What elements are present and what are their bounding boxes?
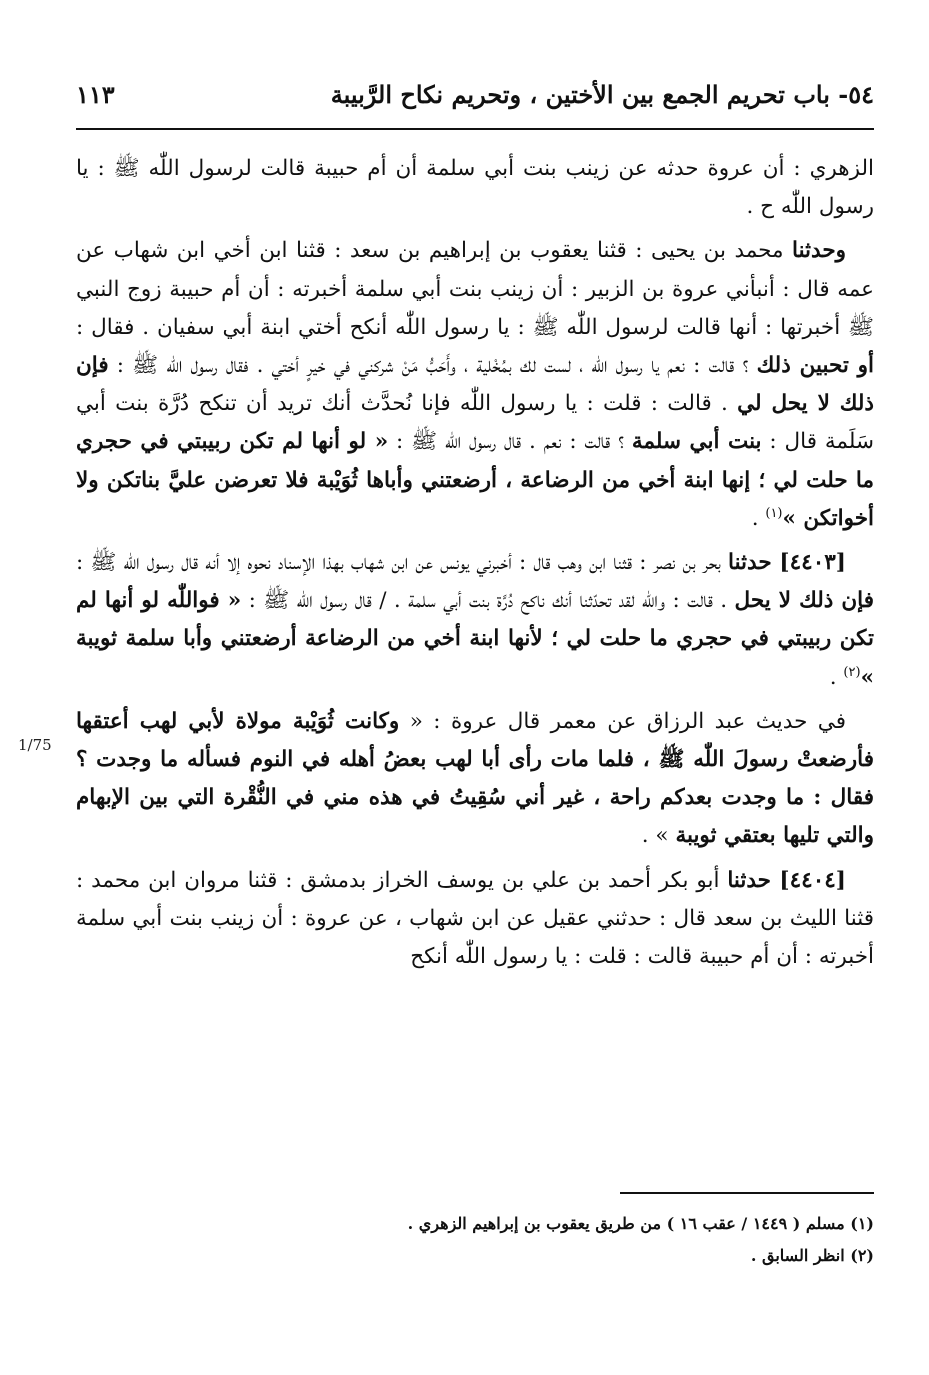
paragraph-hadith-4403 xyxy=(76,544,874,697)
bold-text-run: وحدثنا xyxy=(792,238,846,264)
bold-text-run: [٤٤٠٤] حدثنا xyxy=(727,867,846,893)
text-run: . xyxy=(829,664,844,690)
footnote-divider xyxy=(620,1192,874,1194)
text-run: . قالت : واللّٰه لقد تحدّثنا أنك ناكح دُرَّة بنت أبي سلمة . / قال رسول اللّٰه ﷺ : xyxy=(241,588,735,614)
bold-text-run: فإن ذلك لا يحل xyxy=(734,588,874,614)
paragraph-hadith-chain xyxy=(76,232,874,538)
bold-text-run: « لو أنها لم تكن ربيبتي في حجري ما حلت لي ؛ إنها ابنة أخي من الرضاعة ، أرضعتني وأباها ثُوَيْبة فلا تعرضن عليَّ بناتكن ولا أخواتكن » xyxy=(76,429,874,531)
bold-text-run: فإن ذلك لا يحل لي xyxy=(76,353,874,417)
header-divider xyxy=(76,128,874,130)
footnote-2: (٢) انظر السابق . xyxy=(750,1246,874,1265)
bold-text-run: وكانت ثُوَيْبة مولاة لأبي لهب أعتقها فأرضعتْ رسولَ اللّٰه ﷺ ، فلما مات رأى أبا لهب بعضُ أهله في النوم فسأله ما وجدت ؟ فقال : ما وجدت بعدكم راحة ، غير أني سُقِيتُ في هذه مني في النُّقْرة التي بين الإبهام والتي تليها بعتقي ثويبة xyxy=(76,708,874,849)
footnote-ref: (٢) xyxy=(843,664,861,680)
text-run: محمد بن يحيى : قثنا يعقوب بن إبراهيم بن سعد : قثنا ابن أخي ابن شهاب عن عمه قال : أنبأني عروة بن الزبير : أن زينب بنت أبي سلمة أخبرته : أن أم حبيبة زوج النبي ﷺ أخبرتها : أنها قالت لرسول اللّٰه ﷺ : يا رسول اللّٰه أنكح أختي ابنة أبي سفيان . فقال : xyxy=(76,238,874,340)
text-run: . قالت : قلت : يا رسول اللّٰه فإنا نُحدَّث أنك تريد أن تنكح دُرَّة بنت أبي سَلَمة قال : xyxy=(76,391,874,455)
text-run: » . xyxy=(641,823,676,849)
main-text xyxy=(76,150,874,976)
chapter-title: ٥٤- باب تحريم الجمع بين الأختين ، وتحريم نكاح الرَّبيبة xyxy=(330,80,874,109)
paragraph-abdulrazzaq-note xyxy=(76,703,874,856)
paragraph-hadith-4404 xyxy=(76,862,874,977)
text-run: في حديث عبد الرزاق عن معمر قال عروة : « xyxy=(399,708,846,734)
footnotes xyxy=(76,1208,874,1272)
text-run: بحر بن نصر : قثنا ابن وهب قال : أخبرني يونس عن ابن شهاب بهذا الإسناد نحوه إلا أنه قال رسول اللّٰه ﷺ : xyxy=(76,550,729,576)
text-run: أبو بكر أحمد بن علي بن يوسف الخراز بدمشق : قثنا مروان ابن محمد : قثنا الليث بن سعد قال : حدثني عقيل عن ابن شهاب ، عن عروة : أن زينب بنت أبي سلمة أخبرته : أن أم حبيبة قالت : قلت : يا رسول اللّٰه أنكح xyxy=(76,867,874,970)
text-run: ؟ قالت : نعم . قال رسول اللّٰه ﷺ : xyxy=(388,429,632,455)
page-number: ١١٣ xyxy=(76,80,115,109)
bold-text-run: أو تحبين ذلك xyxy=(756,353,874,379)
margin-folio-note: 1/75 xyxy=(18,736,52,754)
footnote-ref: (١) xyxy=(765,505,783,521)
bold-text-run: « فواللّٰه لو أنها لم تكن ربيبتي في حجري ما حلت لي ؛ لأنها ابنة أخي من الرضاعة أرضعتني وأبا سلمة ثويبة » xyxy=(76,588,874,690)
footnote-1: (١) مسلم ( ١٤٤٩ / عقب ١٦ ) من طريق يعقوب بن إبراهيم الزهري . xyxy=(407,1214,874,1233)
text-run: ؟ قالت : نعم يا رسول اللّٰه ، لست لك بمُخْلية ، وأَحَبُّ مَنْ شركني في خيرٍ أختي . فقال رسول اللّٰه ﷺ : xyxy=(108,353,757,379)
paragraph-continuation xyxy=(76,150,874,226)
page-header xyxy=(76,78,874,126)
text-run: الزهري : أن عروة حدثه عن زينب بنت أبي سلمة أن أم حبيبة قالت لرسول اللّٰه ﷺ : يا رسول اللّٰه ح . xyxy=(76,156,874,220)
bold-text-run: بنت أبي سلمة xyxy=(631,429,762,455)
text-run: . xyxy=(751,505,766,531)
bold-text-run: [٤٤٠٣] حدثنا xyxy=(728,550,846,576)
